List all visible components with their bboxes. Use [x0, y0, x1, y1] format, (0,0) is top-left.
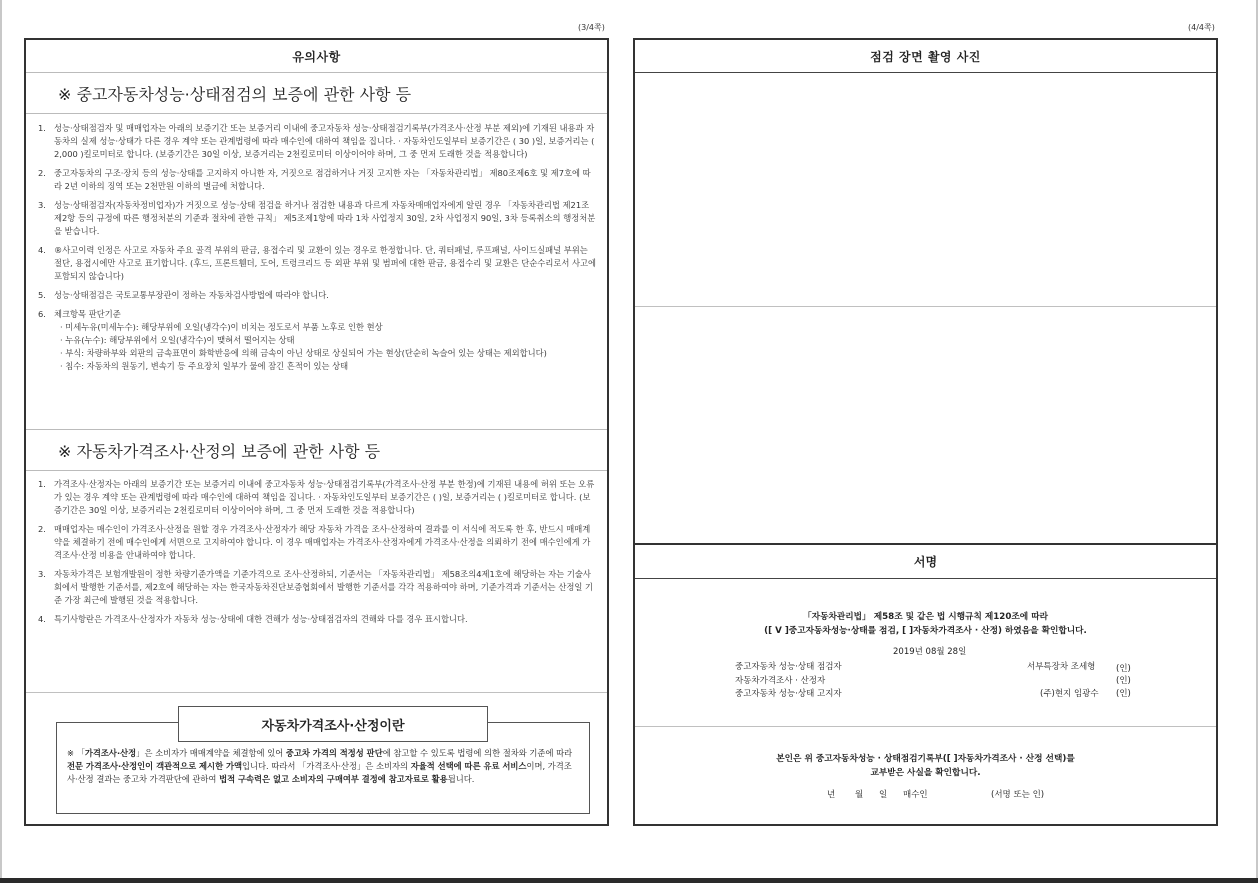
- item-main-text: ®사고이력 인정은 사고로 자동차 주요 골격 부위의 판금, 용접수리 및 교환이 있는 경우로 한정합니다. 단, 쿼터패널, 루프패널, 사이드실패널 부위는 절단, 용접시에만 사고로 표기합니다. (후드, 프론트휀더, 도어, 트렁크리드 등 외판 부위 및 범퍼에 대한 판금, 용접수리 및 교환은 단순수리로서 사고에 포함되지 않습니다): [54, 245, 597, 281]
- signature-statement-line2: ([ V ]중고자동차성능·상태를 점검, [ ]자동차가격조사 · 산정) 하였음을 확인합니다.: [764, 626, 1087, 636]
- item-text: [54, 568, 597, 607]
- notifier-role: 중고자동차 성능·상태 고지자: [735, 689, 842, 699]
- item-number: 4.: [38, 245, 46, 255]
- item-number: 3.: [38, 200, 46, 210]
- notice-text-segment: 자율적 선택에 따른 유료 서비스: [410, 761, 527, 771]
- list-item: [38, 568, 597, 607]
- item-text: [54, 613, 597, 626]
- item-number: 4.: [38, 614, 46, 624]
- receipt-line1: 본인은 위 중고자동차성능 · 상태점검기록부([ ]자동차가격조사 · 산정 선택)를: [776, 754, 1075, 764]
- price-appraisal-notice-title: 자동차가격조사·산정이란: [178, 706, 488, 742]
- item-main-text: 체크항목 판단기준: [54, 309, 121, 319]
- signature-statement-line1: 「자동차관리법」 제58조 및 같은 법 시행규칙 제120조에 따라: [802, 612, 1048, 622]
- divider: [26, 692, 607, 693]
- list-item: [38, 523, 597, 562]
- item-text: [54, 244, 597, 283]
- price-warranty-items: [38, 478, 597, 632]
- notice-text-segment: 이며, 가격조사·산정 결과는 중고차 가격판단에 관하여: [67, 761, 572, 784]
- buyer-signature-placeholder: (서명 또는 인): [991, 790, 1045, 800]
- list-item: [38, 613, 597, 626]
- inspector-role: 중고자동차 성능·상태 점검자: [735, 662, 842, 672]
- item-main-text: 가격조사·산정자는 아래의 보증기간 또는 보증거리 이내에 중고자동차 성능·상태점검기록부(가격조사·산정 부분 한정)에 기재된 내용에 허위 또는 오류가 있는 경우 계약 또는 관계법령에 따라 매수인에 대하여 책임을 집니다. · 자동차인도일부터 보증기간은 ( )일, 보증거리는 ( )킬로미터로 합니다. (보증기간은 30일 이상, 보증거리는 2천킬로미터 이상이어야 하며, 그 중 먼저 도래한 것을 적용합니다): [54, 479, 595, 515]
- list-item: [38, 122, 597, 161]
- receipt-divider: [635, 726, 1216, 727]
- buyer-label: 매수인: [903, 790, 928, 800]
- item-number: 1.: [38, 479, 46, 489]
- notice-text-segment: 」은 소비자가 매매계약을 체결함에 있어: [136, 748, 286, 758]
- list-item: [38, 167, 597, 193]
- performance-warranty-items: [38, 122, 597, 379]
- appraiser-seal: (인): [1116, 676, 1131, 686]
- signature-header: 서명: [635, 545, 1216, 579]
- section-title-price-warranty: ※ 자동차가격조사·산정의 보증에 관한 사항 등: [26, 429, 607, 471]
- item-text: [54, 167, 597, 193]
- notice-text-segment: 됩니다.: [447, 774, 475, 784]
- inspector-seal: (인): [1116, 664, 1131, 674]
- notice-text-segment: 전문 가격조사·산정인이 객관적으로 제시한 가액: [67, 761, 243, 771]
- buyer-month-label: 월: [855, 790, 864, 800]
- notice-text-segment: 가격조사·산정: [84, 748, 137, 758]
- notice-text-segment: ※ 「: [67, 748, 85, 758]
- item-number: 2.: [38, 168, 46, 178]
- item-text: [54, 289, 597, 302]
- item-text: [54, 199, 597, 238]
- section-title-performance-warranty: ※ 중고자동차성능·상태점검의 보증에 관한 사항 등: [26, 72, 607, 114]
- appraiser-role: 자동차가격조사 · 산정자: [735, 676, 826, 686]
- item-main-text: 성능·상태점검은 국토교통부장관이 정하는 자동차검사방법에 따라야 합니다.: [54, 290, 329, 300]
- item-text: [54, 122, 597, 161]
- page-number-left: (3/4쪽): [578, 23, 605, 32]
- inspector-name: 서부특장차 조세형: [1027, 662, 1096, 672]
- list-item: [38, 289, 597, 302]
- item-sub-criterion: · 누유(누수): 해당부위에서 오일(냉각수)이 맺혀서 떨어지는 상태: [60, 335, 295, 345]
- window-left-edge: [0, 0, 2, 883]
- window-bottom-edge: [0, 878, 1258, 883]
- cautions-header: 유의사항: [26, 40, 607, 73]
- item-main-text: 매매업자는 매수인이 가격조사·산정을 원할 경우 가격조사·산정자가 해당 자동차 가격을 조사·산정하여 결과를 이 서식에 적도록 한 후, 반드시 매매계약을 체결하기 전에 매수인에게 서면으로 고지하여야 합니다. 이 경우 매매업자는 가격조사·산정자에게 가격조사·산정을 의뢰하기 전에 매수인에게 가격조사·산정 비용을 안내하여야 합니다.: [54, 524, 591, 560]
- notice-text-segment: 법적 구속력은 없고 소비자의 구매여부 결정에 참고자료로 활용: [219, 774, 448, 784]
- buyer-year-label: 년: [827, 790, 836, 800]
- item-text: [54, 478, 597, 517]
- item-number: 6.: [38, 309, 46, 319]
- list-item: [38, 199, 597, 238]
- notice-text-segment: 중고차 가격의 적정성 판단: [285, 748, 383, 758]
- photo-header: 점검 장면 촬영 사진: [635, 40, 1216, 73]
- item-main-text: 성능·상태점검자(자동차정비업자)가 거짓으로 성능·상태 점검을 하거나 점검한 내용과 다르게 자동차매매업자에게 알린 경우 「자동차관리법 제21조제2항 등의 규정에 따른 행정처분의 기준과 절차에 관한 규칙」 제5조제1항에 따라 1차 사업정지 30일, 2차 사업정지 90일, 3차 등록취소의 행정처분을 받습니다.: [54, 200, 596, 236]
- notifier-seal: (인): [1116, 689, 1131, 699]
- item-number: 3.: [38, 569, 46, 579]
- item-main-text: 자동차가격은 보험개발원이 정한 차량기준가액을 기준가격으로 조사·산정하되, 기준서는 「자동차관리법」 제58조의4제1호에 해당하는 자는 기술사회에서 발행한 기준서를, 제2호에 해당하는 자는 한국자동차진단보증협회에서 발행한 기준서를 각각 적용하여야 하며, 기준가격과 기준서는 산정일 기준 가장 최근에 발행된 것을 적용합니다.: [54, 569, 594, 605]
- item-sub-criterion: · 부식: 차량하부와 외판의 금속표면이 화학반응에 의해 금속이 아닌 상태로 상실되어 가는 현상(단순히 녹슬어 있는 상태는 제외합니다): [60, 348, 547, 358]
- price-appraisal-notice-text: [67, 747, 579, 786]
- item-sub-criterion: · 침수: 자동차의 원동기, 변속기 등 주요장치 일부가 물에 잠긴 흔적이 있는 상태: [60, 361, 349, 371]
- item-sub-criterion: · 미세누유(미세누수): 해당부위에 오일(냉각수)이 비치는 정도로서 부품 노후로 인한 현상: [60, 322, 383, 332]
- item-text: [54, 523, 597, 562]
- list-item: [38, 308, 597, 373]
- item-number: 5.: [38, 290, 46, 300]
- item-main-text: 성능·상태점검자 및 매매업자는 아래의 보증기간 또는 보증거리 이내에 중고자동차 성능·상태점검기록부(가격조사·산정 부분 제외)에 기재된 내용과 자동차의 실제 성능·상태가 다른 경우 계약 또는 관계법령에 따라 매수인에 대하여 책임을 집니다. · 자동차인도일부터 보증기간은 ( 30 )일, 보증거리는 ( 2,000 )킬로미터로 합니다. (보증기간은 30일 이상, 보증거리는 2천킬로미터 이상이어야 하며, 그 중 먼저 도래한 것을 적용합니다): [54, 123, 595, 159]
- list-item: [38, 244, 597, 283]
- cautions-panel: [24, 38, 609, 826]
- item-main-text: 특기사항란은 가격조사·산정자가 자동차 성능·상태에 대한 견해가 성능·상태점검자의 견해와 다를 경우 표시합니다.: [54, 614, 468, 624]
- item-number: 2.: [38, 524, 46, 534]
- item-number: 1.: [38, 123, 46, 133]
- notice-text-segment: 에 참고할 수 있도록 법령에 의한 절차와 기준에 따라: [382, 748, 573, 758]
- inspection-photo-panel: [633, 38, 1218, 826]
- receipt-line2: 교부받은 사실을 확인합니다.: [870, 768, 981, 778]
- item-text: [54, 308, 597, 373]
- notice-text-segment: 입니다. 따라서 「가격조사·산정」은 소비자의: [242, 761, 411, 771]
- page-number-right: (4/4쪽): [1188, 23, 1215, 32]
- signature-date: 2019년 08월 28일: [893, 647, 967, 657]
- buyer-day-label: 일: [879, 790, 888, 800]
- photo-area: [635, 73, 1216, 543]
- list-item: [38, 478, 597, 517]
- notifier-name: (주)현지 임광수: [1040, 689, 1099, 699]
- item-main-text: 중고자동차의 구조·장치 등의 성능·상태를 고지하지 아니한 자, 거짓으로 점검하거나 거짓 고지한 자는 「자동차관리법」 제80조제6호 및 제7호에 따라 2년 이하의 징역 또는 2천만원 이하의 벌금에 처합니다.: [54, 168, 591, 191]
